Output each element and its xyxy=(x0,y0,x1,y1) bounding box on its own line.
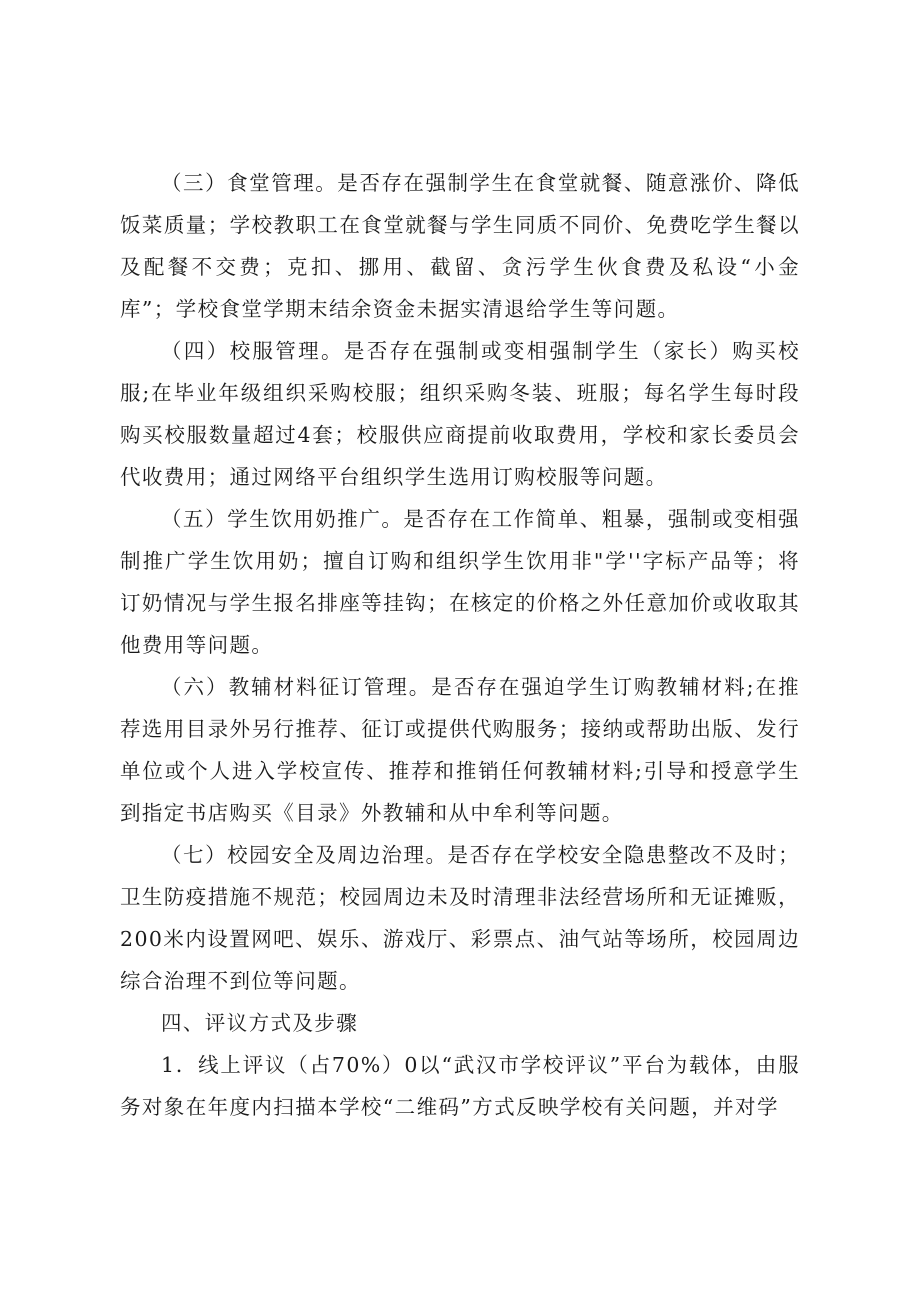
document-body xyxy=(120,162,800,1128)
section-heading-evaluation: 四、评议方式及步骤 xyxy=(161,1011,359,1035)
paragraph-canteen-management: （三）食堂管理。是否存在强制学生在食堂就餐、随意涨价、降低饭菜质量；学校教职工在食堂就餐与学生同质不同价、免费吃学生餐以及配餐不交费；克扣、挪用、截留、贪污学生伙食费及私设“小金库”；学校食堂学期末结余资金未据实清退给学生等问题。 xyxy=(120,171,800,321)
paragraph-campus-safety: （七）校园安全及周边治理。是否存在学校安全隐患整改不及时；卫生防疫措施不规范；校园周边未及时清理非法经营场所和无证摊贩，200米内设置网吧、娱乐、游戏厅、彩票点、油气站等场所，校园周边综合治理不到位等问题。 xyxy=(120,843,800,993)
paragraph-student-milk: （五）学生饮用奶推广。是否存在工作简单、粗暴，强制或变相强制推广学生饮用奶；擅自订购和组织学生饮用非"学''字标产品等；将订奶情况与学生报名排座等挂钩；在核定的价格之外任意加价或收取其他费用等问题。 xyxy=(120,507,800,657)
paragraph-online-evaluation: 1．线上评议（占70%）0以“武汉市学校评议”平台为载体，由服务对象在年度内扫描本学校“二维码”方式反映学校有关问题，并对学 xyxy=(120,1053,800,1119)
paragraph-uniform-management: （四）校服管理。是否存在强制或变相强制学生（家长）购买校服;在毕业年级组织采购校服；组织采购冬装、班服；每名学生每时段购买校服数量超过4套；校服供应商提前收取费用，学校和家长委员会代收费用；通过网络平台组织学生选用订购校服等问题。 xyxy=(120,339,800,489)
paragraph-teaching-materials: （六）教辅材料征订管理。是否存在强迫学生订购教辅材料;在推荐选用目录外另行推荐、征订或提供代购服务；接纳或帮助出版、发行单位或个人进入学校宣传、推荐和推销任何教辅材料;引导和授意学生到指定书店购买《目录》外教辅和从中牟利等问题。 xyxy=(120,675,800,825)
